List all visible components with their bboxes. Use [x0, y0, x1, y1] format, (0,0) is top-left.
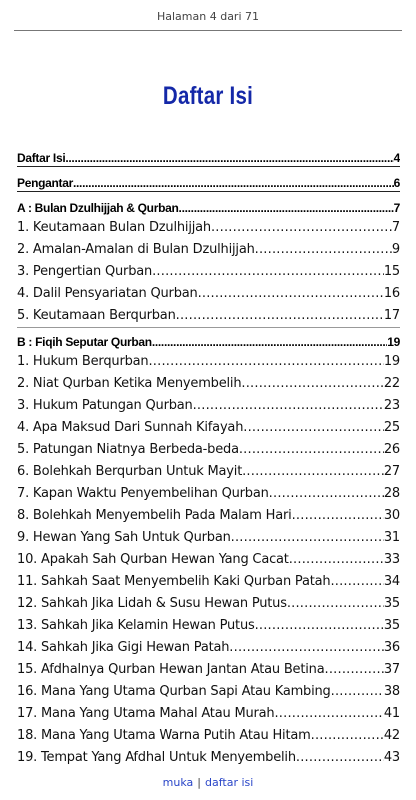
toc-item[interactable] [17, 679, 400, 699]
toc-page-number: 19 [383, 354, 400, 369]
toc-page-number: 22 [383, 376, 400, 391]
toc-section-a[interactable] [17, 195, 400, 215]
toc-leader-dots [242, 464, 384, 479]
toc-leader-dots [274, 706, 383, 721]
toc-item[interactable] [17, 525, 400, 545]
page-header: Halaman 4 dari 71 [156, 10, 260, 23]
toc-page-number: 35 [383, 596, 400, 611]
toc-leader-dots [255, 618, 384, 633]
toc-item[interactable] [17, 657, 400, 677]
toc-page-number: 33 [383, 552, 400, 567]
toc-leader-dots [65, 151, 393, 165]
toc-leader-dots [330, 574, 383, 589]
toc-item[interactable] [17, 635, 400, 655]
toc-entry-label: Pengantar [17, 176, 73, 190]
divider [17, 191, 400, 192]
toc-item[interactable] [17, 481, 400, 501]
toc-page-number: 17 [383, 308, 400, 323]
toc-leader-dots [193, 398, 384, 413]
toc-leader-dots [296, 750, 384, 765]
toc-item-label: 6. Bolehkah Berqurban Untuk Mayit [17, 464, 243, 479]
divider [17, 166, 400, 167]
toc-section-label: A : Bulan Dzulhijjah & Qurban [17, 201, 179, 215]
toc-item[interactable] [17, 437, 400, 457]
toc-page-number: 34 [383, 574, 400, 589]
toc-page-number: 26 [383, 442, 400, 457]
toc-leader-dots [311, 728, 384, 743]
toc-leader-dots [243, 420, 384, 435]
toc-entry-label: Daftar Isi [17, 151, 66, 165]
toc-leader-dots [176, 308, 384, 323]
toc-item-label: 12. Sahkah Jika Lidah & Susu Hewan Putus [17, 596, 287, 611]
toc-item[interactable] [17, 349, 400, 369]
page-footer [0, 776, 416, 789]
toc-item[interactable] [17, 723, 400, 743]
toc-page-number: 25 [383, 420, 400, 435]
toc-leader-dots [211, 220, 392, 235]
toc-item[interactable] [17, 701, 400, 721]
toc-page-number: 31 [383, 530, 400, 545]
toc-item[interactable] [17, 237, 400, 257]
toc-item[interactable] [17, 547, 400, 567]
toc-page-number: 4 [393, 151, 400, 165]
footer-separator: | [197, 776, 201, 789]
front-page-link[interactable]: muka [162, 776, 194, 789]
divider [17, 327, 400, 328]
toc-item[interactable] [17, 591, 400, 611]
toc-item-label: 11. Sahkah Saat Menyembelih Kaki Qurban Patah [17, 574, 331, 589]
toc-item[interactable] [17, 569, 400, 589]
toc-item-label: 4. Apa Maksud Dari Sunnah Kifayah [17, 420, 244, 435]
toc-item[interactable] [17, 415, 400, 435]
toc-leader-dots [255, 242, 392, 257]
toc-page-number: 27 [383, 464, 400, 479]
toc-item-label: 7. Kapan Waktu Penyembelihan Qurban [17, 486, 269, 501]
header-divider [14, 30, 402, 31]
toc-leader-dots [287, 596, 384, 611]
toc-leader-dots [152, 264, 384, 279]
toc-page-number: 9 [391, 242, 400, 257]
toc-item-label: 19. Tempat Yang Afdhal Untuk Menyembelih [17, 750, 296, 765]
toc-page-number: 7 [393, 201, 400, 215]
toc-page-number: 19 [387, 335, 400, 349]
toc-leader-dots [231, 530, 384, 545]
toc-leader-dots [241, 376, 383, 391]
toc-item[interactable] [17, 215, 400, 235]
toc-leader-dots [198, 286, 384, 301]
toc-item[interactable] [17, 745, 400, 765]
toc-link[interactable]: daftar isi [205, 776, 254, 789]
toc-item-label: 5. Keutamaan Berqurban [17, 308, 176, 323]
page-title: Daftar Isi [162, 82, 254, 110]
toc-item-label: 4. Dalil Pensyariatan Qurban [17, 286, 198, 301]
toc-item-label: 16. Mana Yang Utama Qurban Sapi Atau Kambing [17, 684, 331, 699]
toc-item-label: 10. Apakah Sah Qurban Hewan Yang Cacat [17, 552, 289, 567]
toc-item[interactable] [17, 303, 400, 323]
toc-item-label: 18. Mana Yang Utama Warna Putih Atau Hitam [17, 728, 311, 743]
toc-page-number: 41 [383, 706, 400, 721]
toc-leader-dots [292, 508, 384, 523]
toc-page-number: 15 [383, 264, 400, 279]
toc-item[interactable] [17, 459, 400, 479]
toc-section-label: B : Fiqih Seputar Qurban [17, 335, 152, 349]
toc-leader-dots [229, 640, 384, 655]
toc-page-number: 42 [383, 728, 400, 743]
toc-item-label: 15. Afdhalnya Qurban Hewan Jantan Atau Betina [17, 662, 325, 677]
toc-item-label: 9. Hewan Yang Sah Untuk Qurban [17, 530, 231, 545]
toc-page-number: 35 [383, 618, 400, 633]
toc-item-label: 2. Amalan-Amalan di Bulan Dzulhijjah [17, 242, 255, 257]
toc-leader-dots [239, 442, 384, 457]
toc-item[interactable] [17, 393, 400, 413]
toc-leader-dots [331, 684, 384, 699]
toc-page-number: 28 [383, 486, 400, 501]
toc-item[interactable] [17, 371, 400, 391]
toc-leader-dots [289, 552, 384, 567]
toc-leader-dots [73, 176, 394, 190]
toc-section-b[interactable] [17, 329, 400, 349]
toc-item-label: 17. Mana Yang Utama Mahal Atau Murah [17, 706, 275, 721]
toc-page-number: 6 [393, 176, 400, 190]
toc-leader-dots [152, 335, 387, 349]
toc-page-number: 38 [383, 684, 400, 699]
toc-item-label: 14. Sahkah Jika Gigi Hewan Patah [17, 640, 230, 655]
toc-leader-dots [148, 354, 383, 369]
toc-item-label: 5. Patungan Niatnya Berbeda-beda [17, 442, 239, 457]
toc-page-number: 36 [383, 640, 400, 655]
toc-item[interactable] [17, 503, 400, 523]
toc-page-number: 37 [383, 662, 400, 677]
toc-item[interactable] [17, 281, 400, 301]
toc-entry-pengantar[interactable] [17, 170, 400, 190]
toc-item-label: 8. Bolehkah Menyembelih Pada Malam Hari [17, 508, 292, 523]
toc-item-label: 1. Hukum Berqurban [17, 354, 149, 369]
toc-item-label: 3. Pengertian Qurban [17, 264, 153, 279]
toc-item-label: 13. Sahkah Jika Kelamin Hewan Putus [17, 618, 255, 633]
toc-page-number: 23 [383, 398, 400, 413]
toc-leader-dots [324, 662, 383, 677]
toc-page-number: 16 [383, 286, 400, 301]
toc-page-number: 30 [383, 508, 400, 523]
toc-item-label: 2. Niat Qurban Ketika Menyembelih [17, 376, 242, 391]
toc-item[interactable] [17, 259, 400, 279]
toc-item-label: 1. Keutamaan Bulan Dzulhijjah [17, 220, 211, 235]
toc-page-number: 7 [391, 220, 400, 235]
toc-entry-daftar-isi[interactable] [17, 145, 400, 165]
toc-leader-dots [179, 201, 394, 215]
toc-page-number: 43 [383, 750, 400, 765]
toc-leader-dots [269, 486, 384, 501]
toc-item-label: 3. Hukum Patungan Qurban [17, 398, 193, 413]
toc-item[interactable] [17, 613, 400, 633]
